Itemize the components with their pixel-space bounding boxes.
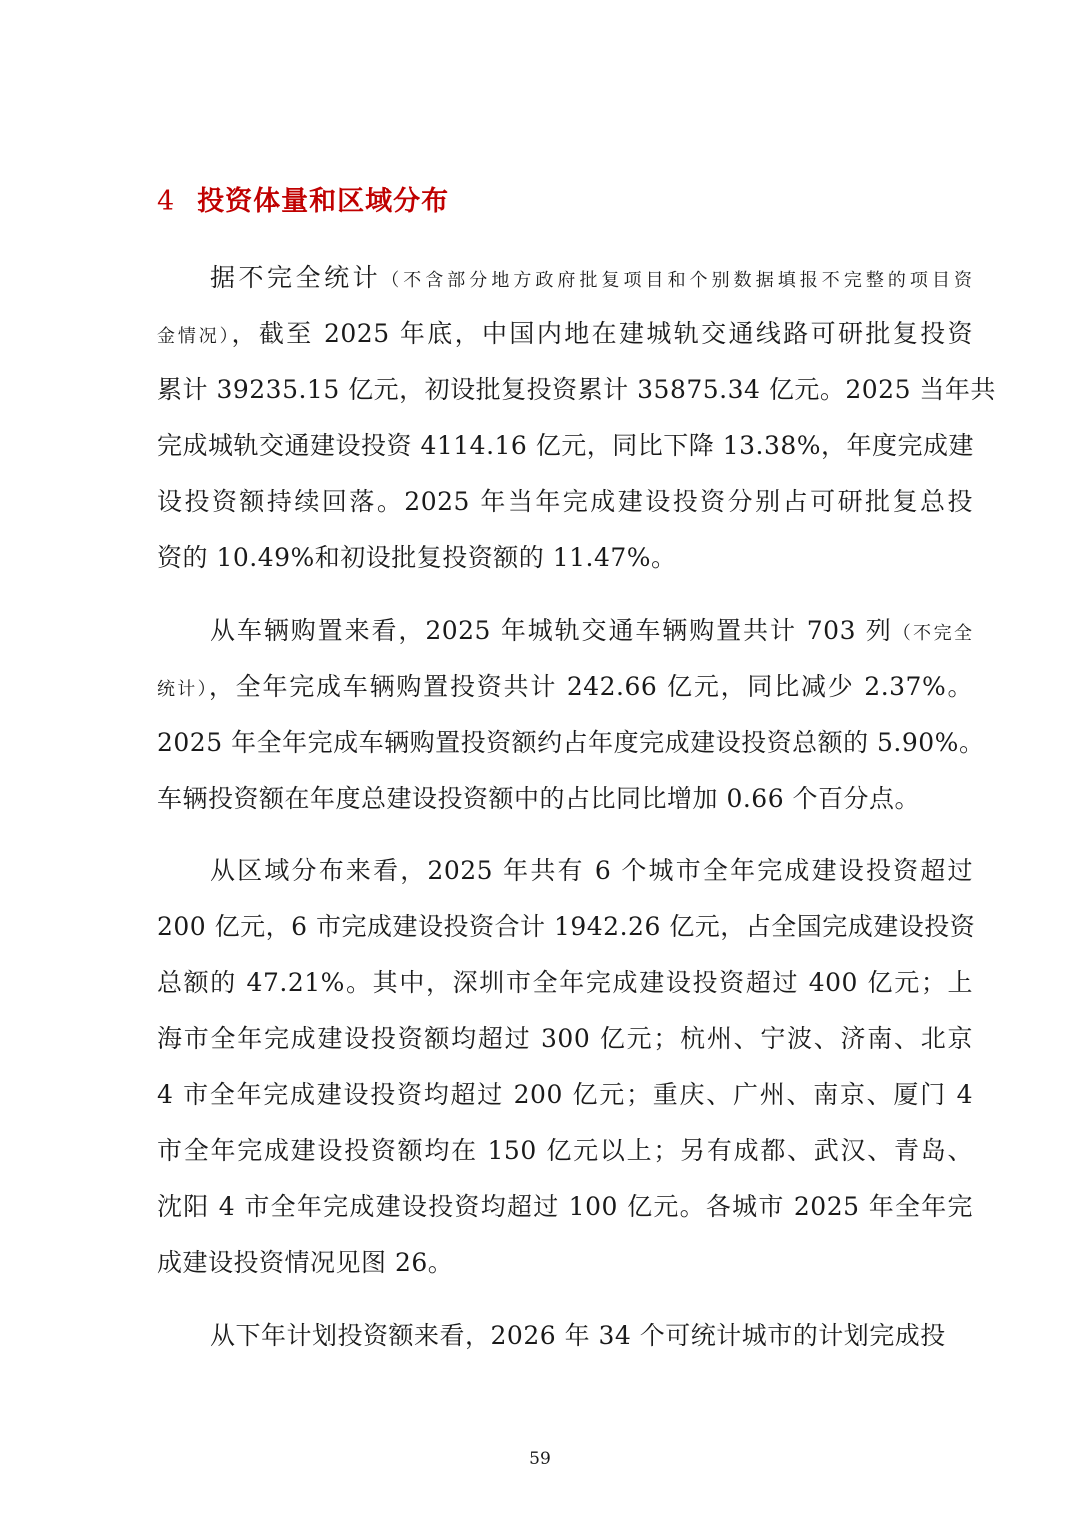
text-run: 总额的 47.21%。其中，深圳市全年完成建设投资超过 400 亿元；上 xyxy=(157,968,973,997)
paragraph-3-line xyxy=(157,965,973,1001)
text-run: 从区域分布来看，2025 年共有 6 个城市全年完成建设投资超过 xyxy=(210,856,973,885)
paragraph-3-line xyxy=(157,1245,973,1281)
text-run: 累计 39235.15 亿元，初设批复投资累计 35875.34 亿元。2025 当年共 xyxy=(157,375,996,404)
paragraph-4-line xyxy=(210,1318,973,1354)
paragraph-2-line xyxy=(157,725,985,761)
text-run: 设投资额持续回落。2025 年当年完成建设投资分别占可研批复总投 xyxy=(157,487,973,516)
text-run: 海市全年完成建设投资额均超过 300 亿元；杭州、宁波、济南、北京 xyxy=(157,1024,973,1053)
text-run: 4 市全年完成建设投资均超过 200 亿元；重庆、广州、南京、厦门 4 xyxy=(157,1080,973,1109)
section-title: 投资体量和区域分布 xyxy=(197,186,450,217)
text-run: 200 亿元，6 市完成建设投资合计 1942.26 亿元，占全国完成建设投资 xyxy=(157,912,976,941)
paragraph-1-line xyxy=(157,484,973,520)
text-run: 市全年完成建设投资额均在 150 亿元以上；另有成都、武汉、青岛、 xyxy=(157,1136,973,1165)
paragraph-1-line xyxy=(157,316,973,355)
text-run: 资的 10.49%和初设批复投资额的 11.47%。 xyxy=(157,543,677,572)
inline-note: （不含部分地方政府批复项目和个别数据填报不完整的项目资 xyxy=(381,270,973,291)
paragraph-1-line xyxy=(157,428,973,464)
inline-note: 金情况） xyxy=(157,326,232,347)
text-run: 2025 年全年完成车辆购置投资额约占年度完成建设投资总额的 5.90%。 xyxy=(157,728,985,757)
paragraph-3-line xyxy=(157,909,976,945)
text-run: 沈阳 4 市全年完成建设投资均超过 100 亿元。各城市 2025 年全年完 xyxy=(157,1192,973,1221)
paragraph-2-line xyxy=(157,669,973,708)
text-run: 完成城轨交通建设投资 4114.16 亿元，同比下降 13.38%，年度完成建 xyxy=(157,431,975,460)
section-heading xyxy=(157,182,449,222)
paragraph-2-line xyxy=(210,613,973,652)
paragraph-3-line xyxy=(157,1189,973,1225)
paragraph-3-line xyxy=(157,1021,973,1057)
text-run: ，全年完成车辆购置投资共计 242.66 亿元，同比减少 2.37%。 xyxy=(208,672,974,701)
inline-note: （不完全 xyxy=(892,623,973,644)
text-run: 车辆投资额在年度总建设投资额中的占比同比增加 0.66 个百分点。 xyxy=(157,784,921,813)
paragraph-3-line xyxy=(157,1077,973,1113)
text-run: 据不完全统计 xyxy=(210,263,382,292)
paragraph-2-line xyxy=(157,781,973,817)
text-run: 从下年计划投资额来看，2026 年 34 个可统计城市的计划完成投 xyxy=(210,1321,946,1350)
inline-note: 统计） xyxy=(157,679,209,700)
section-number: 4 xyxy=(157,186,176,217)
paragraph-1-line xyxy=(157,540,973,576)
text-run: 成建设投资情况见图 26。 xyxy=(157,1248,454,1277)
text-run: ，截至 2025 年底，中国内地在建城轨交通线路可研批复投资 xyxy=(231,319,973,348)
paragraph-3-line xyxy=(157,1133,973,1169)
paragraph-1-line xyxy=(157,372,996,408)
text-run: 从车辆购置来看，2025 年城轨交通车辆购置共计 703 列 xyxy=(210,616,893,645)
paragraph-3-line xyxy=(210,853,973,889)
paragraph-1-line xyxy=(210,260,973,299)
page-number: 59 xyxy=(529,1449,551,1469)
